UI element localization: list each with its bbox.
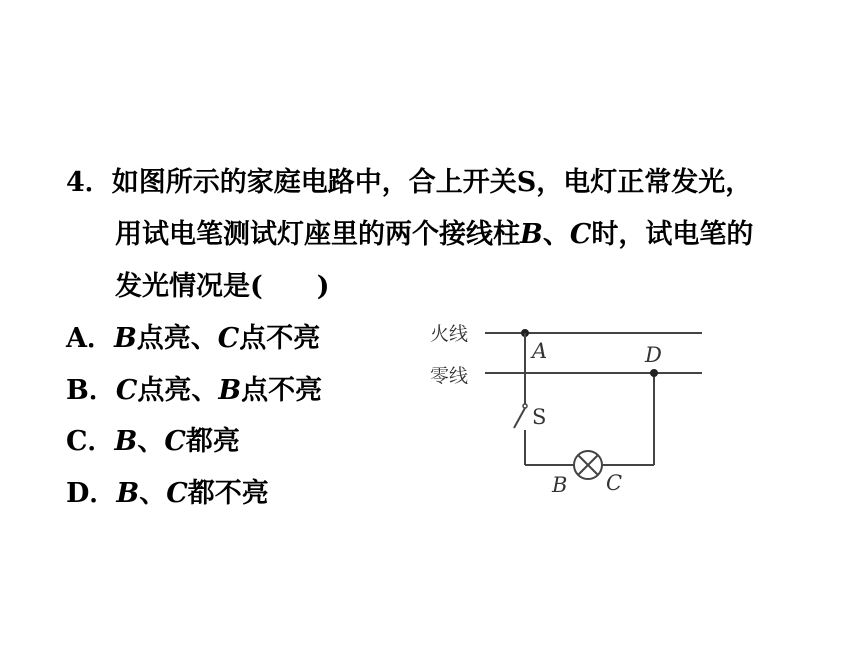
switch-contact [523,404,527,408]
option-label: B． [66,375,116,406]
junction-D [650,369,658,377]
question-text-3: 发光情况是( ) [115,271,330,302]
terminal-B-ref: B [520,219,543,250]
circuit-diagram [420,310,720,510]
option-b[interactable] [66,374,322,408]
option-label: D． [66,478,117,509]
option-d[interactable] [66,477,269,511]
live-wire-label: 火线 [430,323,469,345]
option-text: 点不亮 [241,375,323,406]
separator: 、 [542,219,570,250]
option-point: B [113,323,137,354]
question-text-1: 如图所示的家庭电路中，合上开关S，电灯正常发光， [111,167,753,198]
question-line-1 [66,166,752,200]
option-point: B [116,478,140,509]
point-C-label: C [606,471,623,495]
question-text-2a: 用试电笔测试灯座里的两个接线柱 [115,219,520,250]
option-text: 、 [139,478,167,509]
option-point: B [114,426,138,457]
option-text: 点亮、 [136,323,218,354]
option-c[interactable] [66,425,240,459]
option-label: A． [66,323,114,354]
option-point: C [166,478,188,509]
question-line-2 [115,218,753,252]
point-D-label: D [645,343,662,367]
option-point: B [218,375,242,406]
switch-blade [514,408,525,428]
option-point: C [217,323,240,354]
option-point: C [115,375,138,406]
point-B-label: B [552,473,568,497]
option-text: 都不亮 [187,478,269,509]
option-text: 都亮 [185,426,240,457]
terminal-C-ref: C [569,219,592,250]
question-line-3 [115,270,330,304]
point-A-label: A [532,339,548,363]
question-number: 4． [66,167,112,198]
question-text-2b: 时，试电笔的 [591,219,754,250]
neutral-wire-label: 零线 [430,365,469,387]
option-text: 、 [137,426,165,457]
option-point: C [164,426,186,457]
switch-label: S [532,405,547,429]
option-label: C． [66,426,115,457]
option-text: 点亮、 [137,375,219,406]
option-a[interactable] [66,322,320,356]
option-text: 点不亮 [239,323,321,354]
